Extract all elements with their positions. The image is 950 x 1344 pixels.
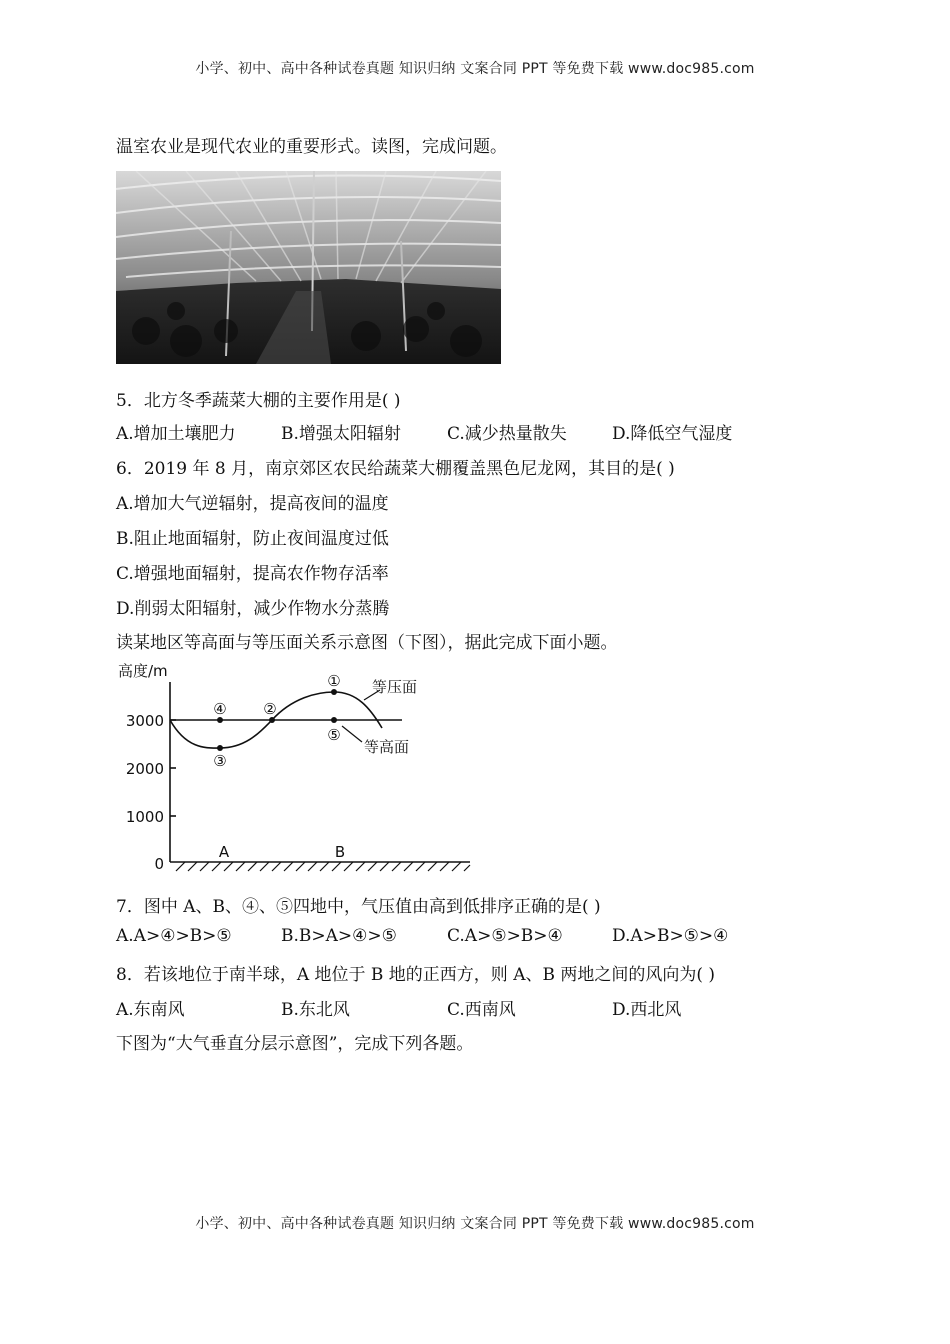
option-b: B.增强太阳辐射 — [281, 424, 401, 444]
option-d: D.西北风 — [612, 1000, 682, 1020]
option-c: C.西南风 — [447, 1000, 516, 1020]
intro-greenhouse: 温室农业是现代农业的重要形式。读图，完成问题。 — [116, 137, 507, 157]
intro-isobar: 读某地区等高面与等压面关系示意图（下图），据此完成下面小题。 — [116, 633, 618, 653]
location-a: A — [218, 843, 230, 861]
question-8-stem: 8．若该地位于南半球，A 地位于 B 地的正西方，则 A、B 两地之间的风向为( ) — [116, 965, 716, 985]
option-a: A.A>④>B>⑤ — [116, 926, 232, 946]
location-b: B — [334, 843, 346, 861]
point-5: ⑤ — [327, 726, 341, 744]
option-b: B.东北风 — [281, 1000, 350, 1020]
point-1: ① — [327, 672, 341, 690]
greenhouse-photo — [116, 171, 501, 364]
y-axis-label: 高度/m — [118, 662, 168, 680]
y-tick-1000: 1000 — [125, 808, 164, 826]
y-tick-2000: 2000 — [125, 760, 164, 778]
y-tick-0: 0 — [154, 855, 164, 873]
point-2: ② — [263, 700, 277, 718]
question-6-stem: 6．2019 年 8 月，南京郊区农民给蔬菜大棚覆盖黑色尼龙网，其目的是( ) — [116, 459, 675, 479]
point-4: ④ — [213, 700, 227, 718]
option-a: A.东南风 — [116, 1000, 185, 1020]
page-header: 小学、初中、高中各种试卷真题 知识归纳 文案合同 PPT 等免费下载 www.doc985.com — [195, 61, 755, 77]
question-7-stem: 7．图中 A、B、④、⑤四地中，气压值由高到低排序正确的是( ) — [116, 897, 601, 917]
question-6-option-b: B.阻止地面辐射，防止夜间温度过低 — [116, 529, 389, 549]
contour-label: 等高面 — [364, 738, 410, 756]
isobar-label: 等压面 — [372, 678, 418, 696]
option-c: C.A>⑤>B>④ — [447, 926, 563, 946]
point-3: ③ — [213, 752, 227, 770]
question-8-options — [116, 995, 836, 1019]
option-b: B.B>A>④>⑤ — [281, 926, 397, 946]
question-7-options — [116, 926, 836, 950]
option-d: D.A>B>⑤>④ — [612, 926, 729, 946]
question-5-options — [116, 419, 836, 443]
option-c: C.减少热量散失 — [447, 424, 567, 444]
question-6-option-c: C.增强地面辐射，提高农作物存活率 — [116, 564, 389, 584]
isobar-diagram — [112, 660, 482, 874]
question-6-option-a: A.增加大气逆辐射，提高夜间的温度 — [116, 494, 389, 514]
option-d: D.降低空气湿度 — [612, 424, 733, 444]
page-footer: 小学、初中、高中各种试卷真题 知识归纳 文案合同 PPT 等免费下载 www.doc985.com — [195, 1216, 755, 1232]
intro-atmosphere: 下图为“大气垂直分层示意图”，完成下列各题。 — [116, 1034, 474, 1054]
question-6-option-d: D.削弱太阳辐射，减少作物水分蒸腾 — [116, 599, 390, 619]
question-5-stem: 5．北方冬季蔬菜大棚的主要作用是( ) — [116, 391, 401, 411]
option-a: A.增加土壤肥力 — [116, 424, 236, 444]
y-tick-3000: 3000 — [125, 712, 164, 730]
